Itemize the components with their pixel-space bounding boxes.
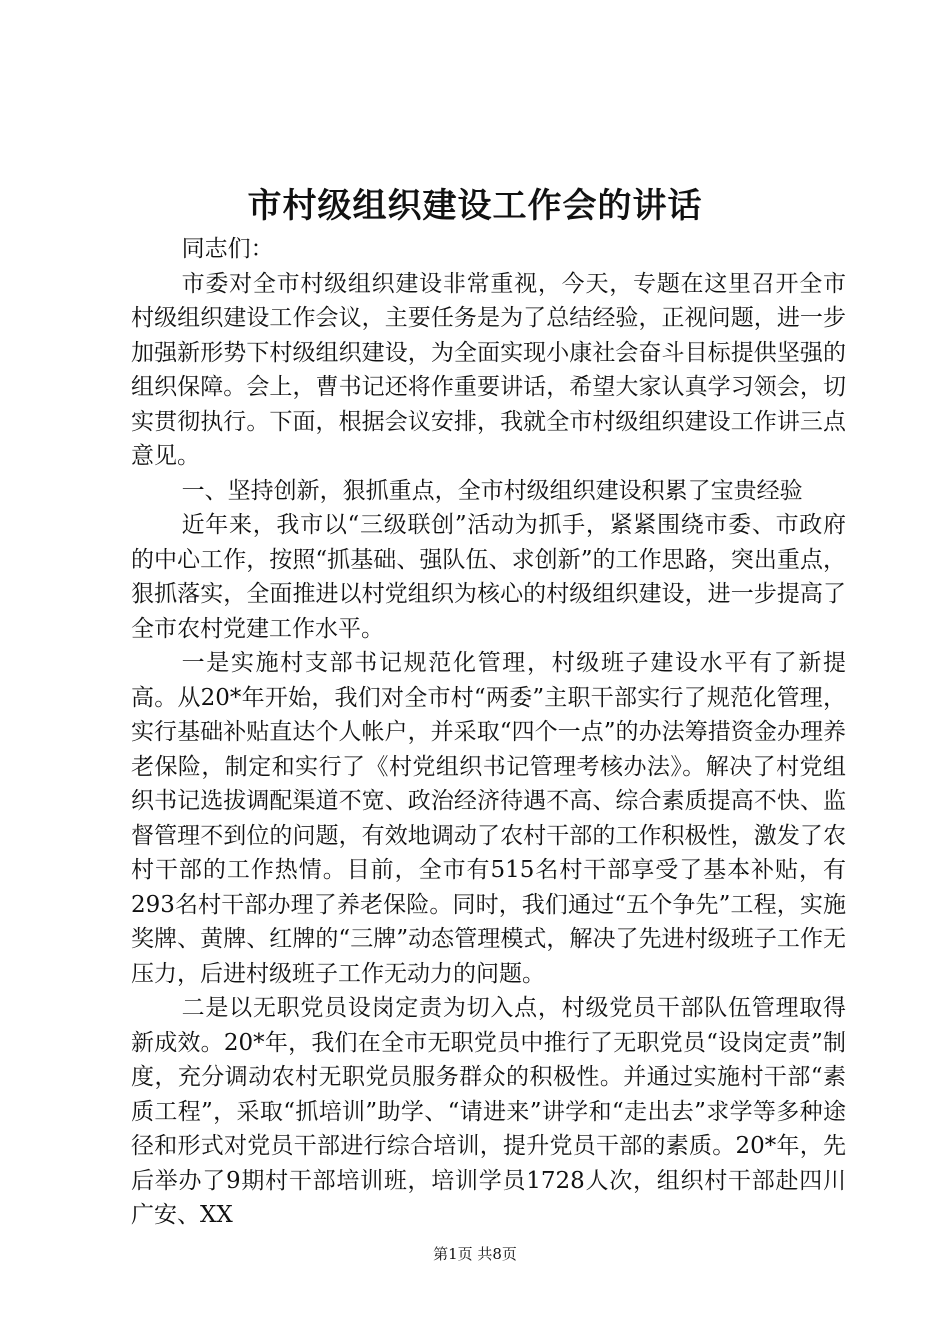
paragraph-intro: 市委对全市村级组织建设非常重视，今天，专题在这里召开全市村级组织建设工作会议，主要任务是为了总结经验，正视问题，进一步加强新形势下村级组织建设，为全面实现小康社会奋斗目标提供坚强的组织保障。会上，曹书记还将作重要讲话，希望大家认真学习领会，切实贯彻执行。下面，根据会议安排，我就全市村级组织建设工作讲三点意见。 — [131, 270, 846, 469]
document-title: 市村级组织建设工作会的讲话 — [247, 186, 703, 226]
document-body — [131, 232, 846, 1233]
section-heading-1: 一、坚持创新，狠抓重点，全市村级组织建设积累了宝贵经验 — [181, 477, 803, 504]
page-footer: 第1页 共8页 — [433, 1245, 517, 1263]
salutation: 同志们： — [181, 236, 274, 262]
paragraph-point-1: 一是实施村支部书记规范化管理，村级班子建设水平有了新提高。从20*年开始，我们对全市村“两委”主职干部实行了规范化管理，实行基础补贴直达个人帐户，并采取“四个一点”的办法筹措资金办理养老保险，制定和实行了《村党组织书记管理考核办法》。解决了村党组织书记选拔调配渠道不宽、政治经济待遇不高、综合素质提高不快、监督管理不到位的问题，有效地调动了农村干部的工作积极性，激发了农村干部的工作热情。目前，全市有515名村干部享受了基本补贴，有293名村干部办理了养老保险。同时，我们通过“五个争先”工程，实施奖牌、黄牌、红牌的“三牌”动态管理模式，解决了先进村级班子工作无压力，后进村级班子工作无动力的问题。 — [131, 650, 846, 987]
paragraph-overview: 近年来，我市以“三级联创”活动为抓手，紧紧围绕市委、市政府的中心工作，按照“抓基础、强队伍、求创新”的工作思路，突出重点，狠抓落实，全面推进以村党组织为核心的村级组织建设，进一步提高了全市农村党建工作水平。 — [131, 512, 846, 642]
paragraph-point-2: 二是以无职党员设岗定责为切入点，村级党员干部队伍管理取得新成效。20*年，我们在全市无职党员中推行了无职党员“设岗定责”制度，充分调动农村无职党员服务群众的积极性。并通过实施村干部“素质工程”，采取“抓培训”助学、“请进来”讲学和“走出去”求学等多种途径和形式对党员干部进行综合培训，提升党员干部的素质。20*年，先后举办了9期村干部培训班，培训学员1728人次，组织村干部赴四川广安、XX — [131, 995, 846, 1228]
